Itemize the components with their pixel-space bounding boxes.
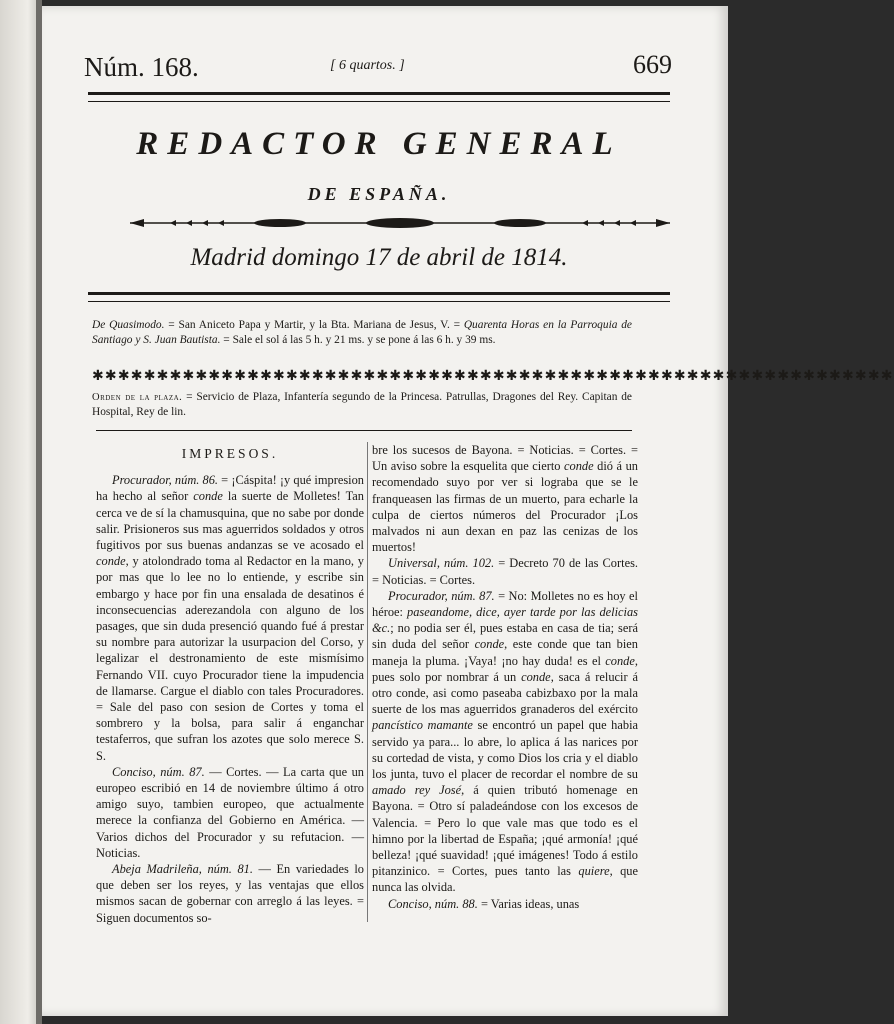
dateline-rule [88,292,670,302]
newspaper-page [42,6,894,1016]
masthead-title: REDACTOR GENERAL [136,126,622,162]
section-heading: IMPRESOS. [181,446,279,461]
review-universal-102: Universal, núm. 102. = Decreto 70 de las Cortes. = Noticias. = Cortes. [372,556,638,587]
page-number: 669 [633,50,672,79]
review-procurador-87: Procurador, núm. 87. = No: Molletes no es hoy el héroe: paseandome, dice, ayer tarde por las delicias &c.; no podia ser él, pues estaba en casa de tia; será sin duda del señor conde, este conde que tan bien maneja la pluma. ¡Vaya! ¡no hay duda! es el conde, pues solo por nombrar á un conde, saca á relucir á otro conde, asi como paseaba cabizbaxo por la mala suerte de los mas aguerridos granaderos del exército pancístico mamante se encontró un papel que habia servido ya para... lo abre, lo aplica á las narices por su cortedad de vista, y como Dios los cria y el diablo los junta, tuvo el placer de recordar el nombre de su amado rey José, á quien tributó homenage en Bayona. = Otro sí paladeándose con los excesos de Valencia. = Pero lo que vale mas que todo es el himno por la libertad de España; ¡qué armonía! ¡qué belleza! ¡qué suavidad! ¡qué imágenes! Todo á estilo pitanzinico. = Cortes, pues tanto las quiere, que nunca las olvida. [372,588,639,895]
orden-de-la-plaza: Orden de la plaza. = Servicio de Plaza, Infantería segundo de la Princesa. Patrullas, Dragones del Rey. Capitan de Hospital, Rey de lin. [92,391,632,418]
header-rule [88,92,670,102]
issue-number: Núm. 168. [84,52,199,82]
page-header [84,50,672,90]
facing-page-edge [0,0,40,1024]
review-conciso-88: Conciso, núm. 88. = Varias ideas, unas [388,896,580,911]
review-continued: bre los sucesos de Bayona. = Noticias. = Cortes. = Un aviso sobre la esquelita que cierto conde dió á un recomendado suyo por ver si lograba que se le franqueasen las firmas de un muerto, para echarle la culpa de ciertos números del Procurador ¡Los malvados ni aun dexan en paz las cenizas de los muertos! [372,443,638,555]
issue-price: [ 6 quartos. ] [330,58,405,73]
column-divider [367,442,368,922]
masthead-subtitle: DE ESPAÑA. [307,184,451,204]
review-abeja-81: Abeja Madrileña, núm. 81. — En variedades lo que deben ser los reyes, y las ventajas que ellos mismos sacan de gobernar con arreglo á las leyes. = Siguen documentos so- [96,862,364,925]
right-column [372,442,638,912]
left-column [96,442,364,926]
dateline: Madrid domingo 17 de abril de 1814. [190,244,568,271]
review-procurador-86: Procurador, núm. 86. = ¡Cáspita! ¡y qué impresion ha hecho al señor conde la suerte de Molletes! Tan cerca ve de sí la chamusquina, que no sabe por donde salir. Prisioneros sus mas aguerridos soldados y otros fugitivos por sus buenas andanzas se ve acosado el conde, y atolondrado toma al Redactor en la mano, y por mas que lo lee no lo entiende, y escribe sin embargo y hace por fin una ensalada de desatinos é inconsecuencias aderezandola con alguno de los pasages, que sin duda presenció quando fué á prestar su nombre para autorizar la usurpacion del Corso, y legalizar el destronamiento de este mismísimo Fernando VII. cuyo Procurador tiene la impudencia de llamarse. Cargue el diablo con tales Procuradores. = Sale del paso con sesion de Cortes y toma el sombrero y la bolsa, para salir á enganchar testaferros, que sufran los azotes que solo merece S. S. [96,473,364,763]
saints-of-the-day: De Quasimodo. = San Aniceto Papa y Martir, y la Bta. Mariana de Jesus, V. = Quarenta Horas en la Parroquia de Santiago y S. Juan Bautista. = Sale el sol á las 5 h. y 21 ms. y se pone á las 6 h. y 39 ms. [92,319,632,346]
ornamental-rule [130,216,670,230]
star-divider: ✱✱✱✱✱✱✱✱✱✱✱✱✱✱✱✱✱✱✱✱✱✱✱✱✱✱✱✱✱✱✱✱✱✱✱✱✱✱✱✱✱✱✱✱✱✱✱✱✱✱✱✱✱✱✱✱✱✱✱✱✱✱ [92,369,894,384]
review-conciso-87: Conciso, núm. 87. — Cortes. — La carta que un europeo escribió en 14 de noviembre último á otro amigo suyo, tambien europeo, que actualmente merece la confianza del Gobierno en América. — Varios dichos del Procurador y su refutacion. — Noticias. [96,764,364,860]
column-top-rule [96,430,632,431]
